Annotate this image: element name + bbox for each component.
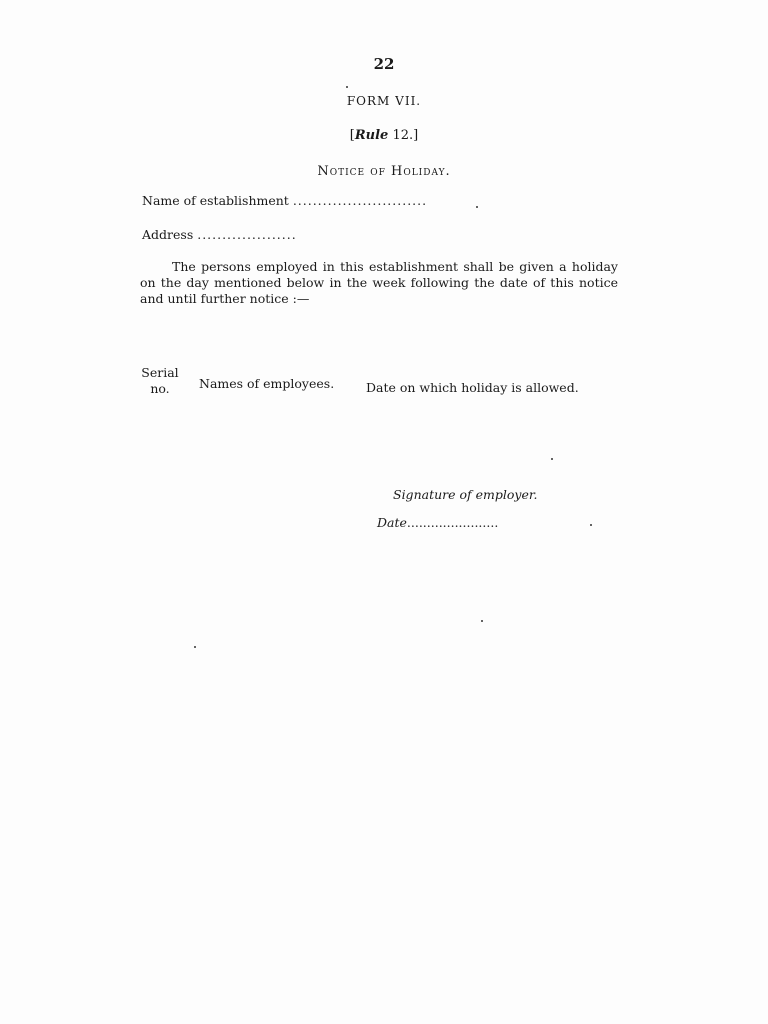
signature-label: Signature of employer. [393,487,538,502]
serial-column-header [138,365,182,397]
names-column-header: Names of employees. [199,376,335,391]
scan-speck [194,646,196,648]
date-label: Date [377,515,407,530]
scan-speck [476,206,478,208]
establishment-dots: ........................... [292,193,428,208]
establishment-label: Name of establishment [142,193,289,208]
rule-number: 12. [388,128,414,143]
address-label: Address [142,227,194,242]
address-dots: .................... [197,227,297,242]
scan-speck [590,524,592,526]
serial-header-line1: Serial [141,365,179,380]
notice-paragraph-text: The persons employed in this establishment shall be given a holiday on the day mentioned below in the week following the date of this notice and until further notice :— [140,259,618,306]
form-title: FORM VII. [346,94,422,108]
rule-reference [0,128,768,143]
scan-speck [551,458,553,460]
scan-speck [346,86,348,88]
notice-title: Notice of Holiday. [317,164,451,179]
rule-bracket-close: ] [413,128,419,143]
date-column-header: Date on which holiday is allowed. [366,380,579,395]
rule-bracket-open: [ [349,128,355,143]
page-number: 22 [373,55,395,73]
address-field [142,227,297,242]
establishment-field [142,193,427,208]
rule-label: Rule [354,128,389,143]
serial-header-line2: no. [150,381,170,396]
scan-speck [481,620,483,622]
date-dots: ....................... [406,515,499,530]
notice-paragraph [140,259,618,307]
date-field [377,515,498,530]
